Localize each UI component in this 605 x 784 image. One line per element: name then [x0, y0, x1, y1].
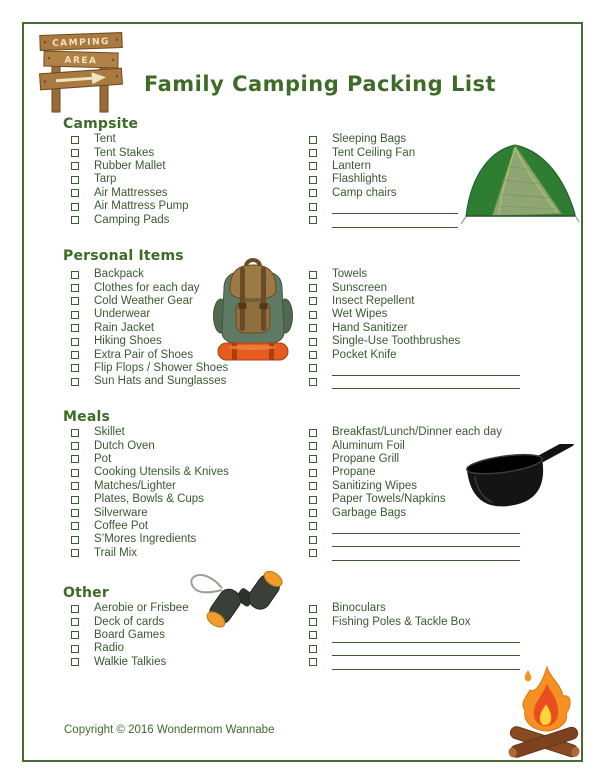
sign-text-area: AREA [64, 55, 98, 67]
item-label: Aluminum Foil [332, 439, 405, 452]
other-left-column [71, 602, 321, 669]
item-checkbox[interactable] [309, 658, 317, 666]
item-checkbox[interactable] [309, 162, 317, 170]
item-checkbox[interactable] [71, 351, 79, 359]
checklist-row [71, 629, 321, 642]
checklist-row [71, 133, 321, 146]
item-label: Dutch Oven [94, 439, 155, 452]
section-heading-personal-items: Personal Items [63, 248, 184, 264]
item-label: Propane Grill [332, 452, 400, 465]
item-checkbox[interactable] [71, 522, 79, 530]
item-label: Fishing Poles & Tackle Box [332, 615, 471, 628]
checklist-row [309, 466, 559, 479]
item-label: Coffee Pot [94, 519, 149, 532]
item-label: Lantern [332, 159, 372, 172]
item-checkbox[interactable] [71, 364, 79, 372]
checklist-row [309, 480, 559, 493]
item-checkbox[interactable] [309, 549, 317, 557]
checklist-row [309, 629, 559, 642]
item-checkbox[interactable] [71, 496, 79, 504]
checklist-row [309, 200, 559, 213]
checklist-row [309, 268, 559, 281]
item-label: Hand Sanitizer [332, 321, 408, 334]
item-label: Aerobie or Frisbee [94, 602, 189, 615]
item-label: Rubber Mallet [94, 159, 166, 172]
item-label: Pocket Knife [332, 348, 397, 361]
item-checkbox[interactable] [309, 522, 317, 530]
item-label: Cooking Utensils & Knives [94, 466, 229, 479]
checklist-row [309, 146, 559, 159]
checklist-row [309, 281, 559, 294]
item-label: Flashlights [332, 173, 387, 186]
item-label: Underwear [94, 308, 151, 321]
item-checkbox[interactable] [71, 455, 79, 463]
item-checkbox[interactable] [71, 482, 79, 490]
checklist-row [71, 602, 321, 615]
checklist-row [309, 308, 559, 321]
item-checkbox[interactable] [71, 136, 79, 144]
checklist-row [309, 322, 559, 335]
checklist-row [71, 615, 321, 628]
item-checkbox[interactable] [71, 469, 79, 477]
item-label: Paper Towels/Napkins [332, 493, 446, 506]
item-checkbox[interactable] [309, 469, 317, 477]
item-checkbox[interactable] [71, 645, 79, 653]
item-label: Air Mattress Pump [94, 200, 189, 213]
checklist-row [71, 213, 321, 226]
item-checkbox[interactable] [309, 271, 317, 279]
item-label: Sleeping Bags [332, 133, 407, 146]
checklist-row [309, 173, 559, 186]
item-checkbox[interactable] [71, 216, 79, 224]
sign-text-camping: CAMPING [51, 36, 111, 50]
checklist-row [71, 533, 321, 546]
item-checkbox[interactable] [309, 455, 317, 463]
checklist-row [71, 308, 321, 321]
item-label: Towels [332, 268, 368, 281]
item-label: Sun Hats and Sunglasses [94, 375, 227, 388]
blank-write-in-line[interactable] [332, 377, 520, 389]
checklist-row [71, 426, 321, 439]
checklist-row [71, 322, 321, 335]
item-label: Radio [94, 642, 125, 655]
item-checkbox[interactable] [309, 351, 317, 359]
camping-area-sign-image [36, 28, 126, 114]
item-checkbox[interactable] [71, 203, 79, 211]
item-checkbox[interactable] [71, 162, 79, 170]
item-label: Trail Mix [94, 546, 138, 559]
item-checkbox[interactable] [309, 429, 317, 437]
item-checkbox[interactable] [309, 324, 317, 332]
checklist-row [309, 547, 559, 560]
checklist-row [71, 480, 321, 493]
blank-write-in-line[interactable] [332, 644, 520, 656]
item-checkbox[interactable] [71, 311, 79, 319]
item-label: Wet Wipes [332, 308, 388, 321]
checklist-row [71, 547, 321, 560]
checklist-row [309, 160, 559, 173]
item-label: Sunscreen [332, 281, 387, 294]
checklist-row [309, 375, 559, 388]
item-checkbox[interactable] [309, 645, 317, 653]
checklist-row [309, 295, 559, 308]
item-checkbox[interactable] [71, 549, 79, 557]
checklist-row [309, 533, 559, 546]
item-checkbox[interactable] [71, 429, 79, 437]
item-label: Tent [94, 133, 116, 146]
item-label: Plates, Bowls & Cups [94, 493, 204, 506]
blank-write-in-line[interactable] [332, 216, 458, 228]
checklist-row [71, 493, 321, 506]
checklist-row [71, 281, 321, 294]
item-checkbox[interactable] [309, 189, 317, 197]
checklist-row [71, 295, 321, 308]
blank-write-in-line[interactable] [332, 202, 458, 214]
item-label: Propane [332, 466, 376, 479]
item-checkbox[interactable] [309, 216, 317, 224]
section-heading-campsite: Campsite [63, 116, 139, 132]
item-checkbox[interactable] [309, 618, 317, 626]
checklist-row [309, 133, 559, 146]
checklist-row [309, 453, 559, 466]
checklist-row [71, 453, 321, 466]
checklist-row [309, 520, 559, 533]
item-label: Silverware [94, 506, 148, 519]
checklist-row [309, 335, 559, 348]
item-checkbox[interactable] [309, 203, 317, 211]
page-title: Family Camping Packing List [144, 72, 497, 96]
item-checkbox[interactable] [309, 364, 317, 372]
blank-write-in-line[interactable] [332, 364, 520, 376]
checklist-row [71, 160, 321, 173]
checklist-row [309, 615, 559, 628]
item-label: Extra Pair of Shoes [94, 348, 194, 361]
item-checkbox[interactable] [71, 509, 79, 517]
item-checkbox[interactable] [309, 631, 317, 639]
checklist-row [71, 173, 321, 186]
item-checkbox[interactable] [71, 189, 79, 197]
checklist-row [71, 439, 321, 452]
item-checkbox[interactable] [309, 338, 317, 346]
item-checkbox[interactable] [71, 605, 79, 613]
item-checkbox[interactable] [71, 284, 79, 292]
checklist-row [309, 348, 559, 361]
item-label: Backpack [94, 268, 144, 281]
item-checkbox[interactable] [309, 496, 317, 504]
checklist-row [309, 213, 559, 226]
item-label: Clothes for each day [94, 281, 200, 294]
item-checkbox[interactable] [71, 378, 79, 386]
item-checkbox[interactable] [309, 176, 317, 184]
item-label: Tent Stakes [94, 146, 155, 159]
item-checkbox[interactable] [309, 509, 317, 517]
personal-items-right-column [309, 268, 559, 389]
blank-write-in-line[interactable] [332, 631, 520, 643]
item-label: Board Games [94, 628, 165, 641]
item-label: Deck of cards [94, 615, 165, 628]
other-right-column [309, 602, 559, 669]
checklist-row [71, 335, 321, 348]
checklist-row [71, 466, 321, 479]
item-checkbox[interactable] [309, 284, 317, 292]
checklist-row [71, 348, 321, 361]
blank-write-in-line[interactable] [332, 658, 520, 670]
checklist-row [309, 506, 559, 519]
item-label: Camp chairs [332, 186, 397, 199]
checklist-row [71, 362, 321, 375]
checklist-row [309, 602, 559, 615]
item-checkbox[interactable] [309, 605, 317, 613]
item-checkbox[interactable] [309, 482, 317, 490]
meals-left-column [71, 426, 321, 560]
item-checkbox[interactable] [71, 271, 79, 279]
item-label: Skillet [94, 426, 125, 439]
blank-write-in-line[interactable] [332, 549, 520, 561]
item-label: Breakfast/Lunch/Dinner each day [332, 426, 503, 439]
item-checkbox[interactable] [71, 658, 79, 666]
item-checkbox[interactable] [71, 149, 79, 157]
item-checkbox[interactable] [71, 536, 79, 544]
checklist-row [71, 520, 321, 533]
item-label: Tent Ceiling Fan [332, 146, 416, 159]
item-label: Garbage Bags [332, 506, 407, 519]
checklist-row [71, 642, 321, 655]
personal-items-left-column [71, 268, 321, 389]
item-checkbox[interactable] [71, 297, 79, 305]
checklist-row [71, 656, 321, 669]
item-label: Binoculars [332, 602, 386, 615]
item-label: Camping Pads [94, 213, 170, 226]
item-label: Single-Use Toothbrushes [332, 335, 461, 348]
checklist-row [309, 426, 559, 439]
campsite-right-column [309, 133, 559, 227]
checklist-row [71, 200, 321, 213]
item-checkbox[interactable] [71, 176, 79, 184]
blank-write-in-line[interactable] [332, 522, 520, 534]
campfire-image [503, 664, 588, 761]
item-label: Flip Flops / Shower Shoes [94, 361, 229, 374]
checklist-row [309, 187, 559, 200]
item-label: Matches/Lighter [94, 479, 176, 492]
item-checkbox[interactable] [309, 136, 317, 144]
item-checkbox[interactable] [71, 442, 79, 450]
item-label: Tarp [94, 173, 117, 186]
item-checkbox[interactable] [309, 536, 317, 544]
item-checkbox[interactable] [309, 378, 317, 386]
blank-write-in-line[interactable] [332, 535, 520, 547]
meals-right-column [309, 426, 559, 560]
item-checkbox[interactable] [309, 311, 317, 319]
item-checkbox[interactable] [71, 338, 79, 346]
checklist-row [71, 375, 321, 388]
section-heading-other: Other [63, 585, 109, 601]
item-label: Insect Repellent [332, 294, 415, 307]
item-checkbox[interactable] [309, 442, 317, 450]
checklist-row [309, 439, 559, 452]
campsite-left-column [71, 133, 321, 227]
item-checkbox[interactable] [71, 618, 79, 626]
copyright-text: Copyright © 2016 Wondermom Wannabe [64, 724, 275, 736]
checklist-row [71, 187, 321, 200]
checklist-row [71, 506, 321, 519]
item-label: Cold Weather Gear [94, 294, 193, 307]
item-label: Hiking Shoes [94, 335, 162, 348]
checklist-row [71, 268, 321, 281]
item-label: S’Mores Ingredients [94, 533, 197, 546]
item-checkbox[interactable] [309, 149, 317, 157]
checklist-row [309, 362, 559, 375]
item-checkbox[interactable] [71, 324, 79, 332]
checklist-row [71, 146, 321, 159]
item-label: Walkie Talkies [94, 655, 167, 668]
item-label: Pot [94, 452, 112, 465]
checklist-row [309, 493, 559, 506]
item-checkbox[interactable] [309, 297, 317, 305]
item-checkbox[interactable] [71, 631, 79, 639]
item-label: Sanitizing Wipes [332, 479, 418, 492]
item-label: Air Mattresses [94, 186, 168, 199]
checklist-row [309, 642, 559, 655]
section-heading-meals: Meals [63, 409, 111, 425]
item-label: Rain Jacket [94, 321, 155, 334]
